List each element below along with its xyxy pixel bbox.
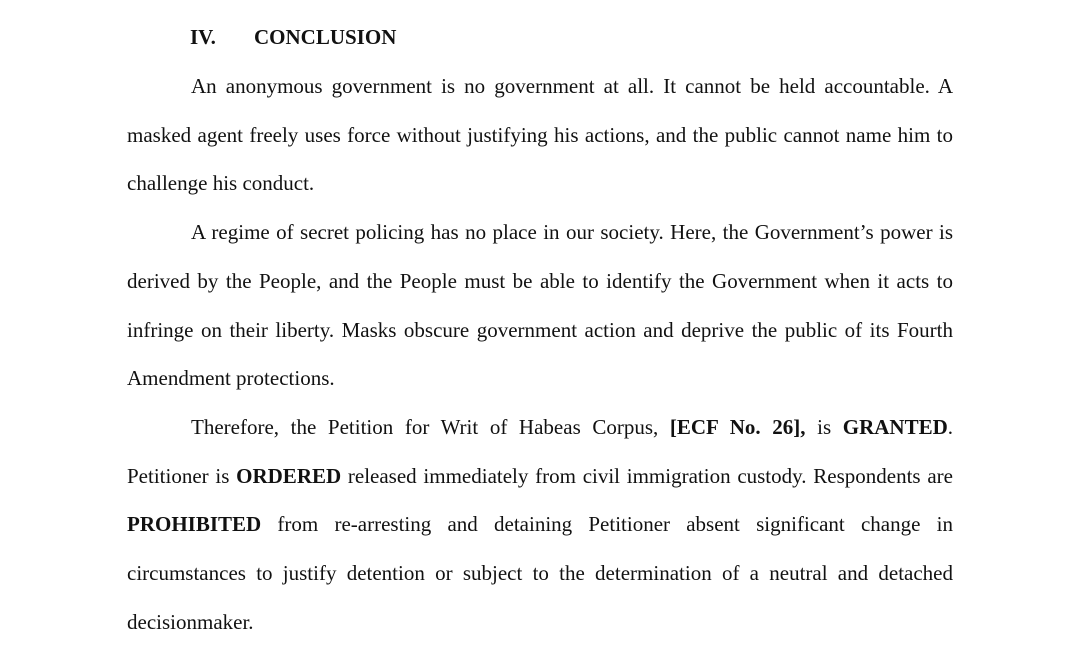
order-text-3: . Petitioner is xyxy=(127,414,953,488)
paragraph-secret-policing: A regime of secret policing has no place in our society. Here, the Government’s power is derived by the People, and the People must be able to identify the Government when it acts to infringe on their liberty. Masks obscure government action and deprive the public of its Fourth Amendment protections. xyxy=(127,220,953,391)
document-body xyxy=(127,62,953,646)
ecf-citation: [ECF No. 26], xyxy=(669,414,806,439)
prohibited-term: PROHIBITED xyxy=(127,512,262,537)
section-title: CONCLUSION xyxy=(254,25,397,49)
order-text-1: Therefore, the Petition for Writ of Habeas Corpus, xyxy=(191,414,670,439)
order-text-5: from re-arresting and detaining Petitioner absent significant change in circumstances to justify detention or subject to the determination of a neutral and detached decisionmaker. xyxy=(127,512,953,634)
order-text-4: released immediately from civil immigration custody. Respondents are xyxy=(341,463,953,488)
ordered-term: ORDERED xyxy=(236,463,342,488)
paragraph-anonymous-government: An anonymous government is no government at all. It cannot be held accountable. A masked agent freely uses force without justifying his actions, and the public cannot name him to challenge his conduct. xyxy=(127,74,953,196)
section-number: IV. xyxy=(190,25,216,49)
section-heading xyxy=(190,24,396,50)
order-text-2: is xyxy=(805,414,843,439)
granted-term: GRANTED xyxy=(842,414,948,439)
paragraph-order xyxy=(127,403,953,647)
